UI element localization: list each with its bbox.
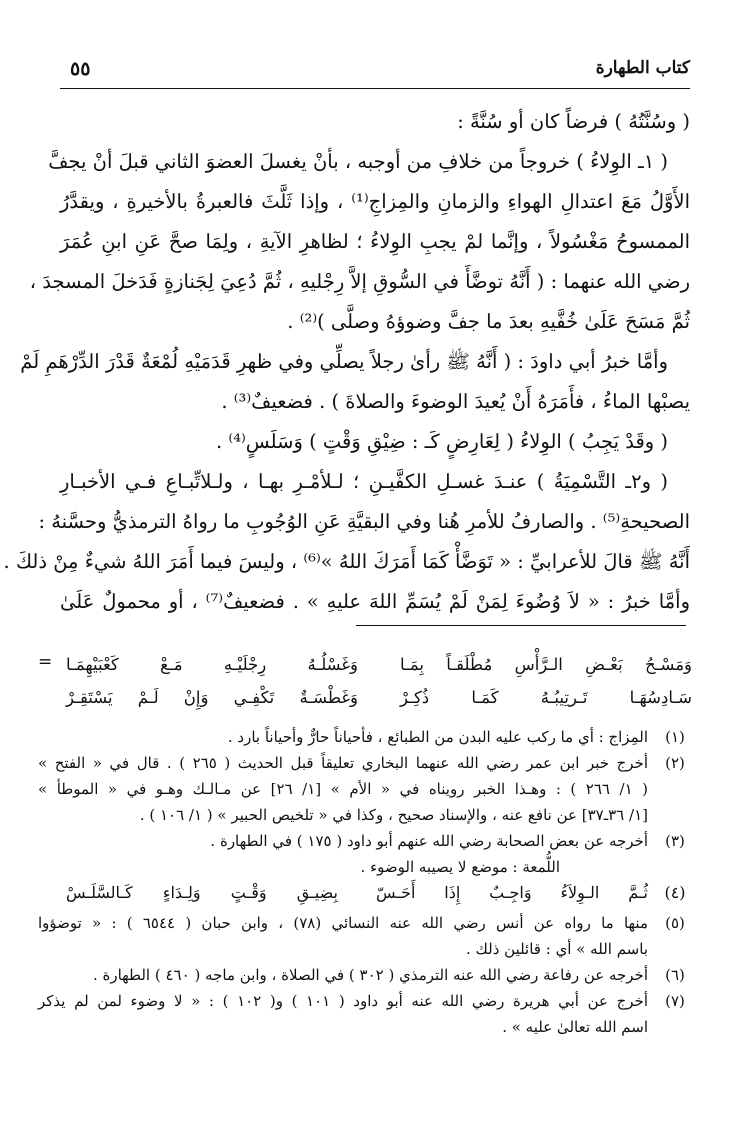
footnote-line: أخرج عن أبي هريرة رضي الله عنه أبو داود ( ١٠١ ) و( ١٠٢ ) : « لا وضوء لمن لم يذكر <box>38 992 648 1010</box>
text-line: الصحيحةِ⁽⁵⁾ . والصارفُ للأمرِ هُنا وفي البقيَّةِ عَنِ الوُجُوبِ ما رواهُ الترمذيُّ وحسَّنهُ : <box>38 510 690 533</box>
text-line: وأمَّا خبرُ : « لاَ وُضُوءَ لِمَنْ لَمْ يُسَمِّ اللهَ عليهِ » . فضعيفٌ⁽⁷⁾ ، أو محمولٌ عَلَىٰ <box>60 590 690 613</box>
page-number: ٥٥ <box>70 58 91 80</box>
footnote <box>38 962 692 988</box>
text-line: الممسوحُ مَغْسُولاً ، وإنَّما لمْ يجبِ الوِلاءُ ؛ لظاهرِ الآيةِ ، ولِمَا صحَّ عَنِ ابنِ عُمَرَ <box>60 230 690 253</box>
text-line: ثُمَّ مَسَحَ عَلَىٰ خُفَّيهِ بعدَ ما جفَّ وضوؤهُ وصلَّى )⁽²⁾ . <box>287 310 690 333</box>
footnote-line: أخرجه عن بعض الصحابة رضي الله عنهم أبو داود ( ١٧٥ ) في الطهارة . <box>210 832 648 850</box>
text-line: الأَوَّلُ مَعَ اعتدالِ الهواءِ والزمانِ والمِزاجِ⁽¹⁾ ، وإذا ثَلَّثَ فالعبرةُ بالأخيرةِ ، ويقدَّرُ <box>60 190 690 213</box>
footnote <box>38 910 692 962</box>
footnote-line: أخرج خبر ابن عمر رضي الله عنهما البخاري تعليقاً قبل الحديث ( ٢٦٥ ) . قال في « الفتح » <box>38 754 648 772</box>
footnote-number: (٥) <box>665 914 685 932</box>
footnote-number: (٣) <box>665 832 685 850</box>
footnote-line: اللُّمعة : موضع لا يصيبه الوضوء . <box>360 858 560 876</box>
poem-hemistich: وَمَسْـحُ بَعْـضِ الـرَّأْسِ مُطْلَقـاً بِمَـا <box>400 655 692 674</box>
text-line: ( وسُنَّتُهُ ) فرضاً كان أو سُنَّةً : <box>457 110 690 133</box>
footnote-line: [١/ ٣٦ـ٣٧] عن نافع عنه ، والإسناد صحيح ، وكذا في « تلخيص الحبير » ( ١/ ١٠٦ ) . <box>139 806 648 824</box>
text-line: أَنَّهُ ﷺ قالَ للأعرابيِّ : « تَوَضَّأْ كَمَا أَمَرَكَ اللهُ »⁽⁶⁾ ، وليسَ فيما أَمَرَ اللهُ شيءٌ مِنْ ذلكَ . <box>3 550 690 573</box>
footnote-number: (٤) <box>664 883 686 902</box>
continuation-marker: = <box>38 652 53 672</box>
text-line: ( و٢ـ التَّسْمِيَةُ ) عنـدَ غسـلِ الكفَّيـنِ ؛ لـلأمْـرِ بهـا ، ولـلاتِّبـاعِ فـي الأخبـارِ <box>60 470 668 493</box>
poem-hemistich: سَـادِسُهَـا تَـرتِيبُـهُ كَمَـا ذُكِـرْ <box>400 688 692 707</box>
footnote-line: المِزاج : أي ما ركب عليه البدن من الطبائع ، فأحياناً حارٌّ وأحياناً بارد . <box>227 728 648 746</box>
footnote-number: (٧) <box>665 992 685 1010</box>
header-rule <box>60 88 690 89</box>
text-line: ( وقَدْ يَجِبُ ) الوِلاءُ ( لِعَارِضٍ كَـ : ضِيْقِ وَقْتٍ ) وَسَلَسٍ⁽⁴⁾ . <box>216 430 668 453</box>
footnote <box>38 828 692 880</box>
footnote <box>38 880 692 910</box>
footnote-line: منها ما رواه عن أنس رضي الله عنه النسائي (٧٨) ، وابن حبان ( ٦٥٤٤ ) : « توضؤوا <box>38 914 648 932</box>
footnote-number: (٢) <box>665 754 685 772</box>
page-header <box>60 58 690 88</box>
text-line: يصبْها الماءُ ، فأَمَرَهُ أَنْ يُعيدَ الوضوءَ والصلاةَ ) . فضعيفٌ⁽³⁾ . <box>221 390 690 413</box>
footnote-line: اسم الله تعالىٰ عليه » . <box>502 1018 648 1036</box>
footnote-number: (١) <box>665 728 685 746</box>
verse-hemistich: ثُـمَّ الـوِلاَءُ وَاجِـبٌ إِذَا أَحَـسّ <box>376 883 648 902</box>
footnote-line: باسم الله » أي : قائلين ذلك . <box>465 940 648 958</box>
footnote-line: ( ١/ ٢٦٦ ) : وهـذا الخبر رويناه في « الأم » [١/ ٢٦] عن مـالـك وهـو في « الموطأ » <box>38 780 649 798</box>
footnote-number: (٦) <box>665 966 685 984</box>
text-line: ( ١ـ الوِلاءُ ) خروجاً من خلافِ من أوجبه ، بأنْ يغسلَ العضوَ الثاني قبلَ أنْ يجفَّ <box>48 150 668 173</box>
text-line: وأمَّا خبرُ أبي داودَ : ( أَنَّهُ ﷺ رأىٰ رجلاً يصلِّي وفي ظهرِ قَدَمَيْهِ لُمْعَةٌ قَدْرَ الدِّرْهَمِ لَمْ <box>20 350 668 373</box>
footnote-separator <box>356 625 686 626</box>
running-title: كتاب الطهارة <box>595 58 690 78</box>
poem-hemistich: وَغَطْسَـةٌ تَكْفِـي وَإِنْ لَـمْ يَسْتَقِـرْ <box>66 688 358 707</box>
footnote <box>38 988 692 1040</box>
continued-poem <box>38 650 692 724</box>
footnote-line: أخرجه عن رفاعة رضي الله عنه الترمذي ( ٣٠٢ ) في الصلاة ، وابن ماجه ( ٤٦٠ ) الطهارة . <box>92 966 648 984</box>
poem-hemistich: وَغَسْلُـهُ رِجْلَيْـهِ مَـعْ كَعْبَيْهِمَـا <box>66 655 358 674</box>
verse-hemistich: بِضِيـقِ وَقْـتٍ وَلِـدَاءٍ كَـالسَّلَـسْ <box>66 883 338 902</box>
text-line: رضي الله عنهما : ( أَنَّهُ توضَّأَ في السُّوقِ إلاَّ رِجْليهِ ، ثُمَّ دُعِيَ لِجَنازةٍ فَدَخلَ المسجدَ ، <box>29 270 690 293</box>
footnote <box>38 724 692 750</box>
footnotes <box>38 650 692 1040</box>
footnote <box>38 750 692 828</box>
main-text <box>3 102 690 622</box>
